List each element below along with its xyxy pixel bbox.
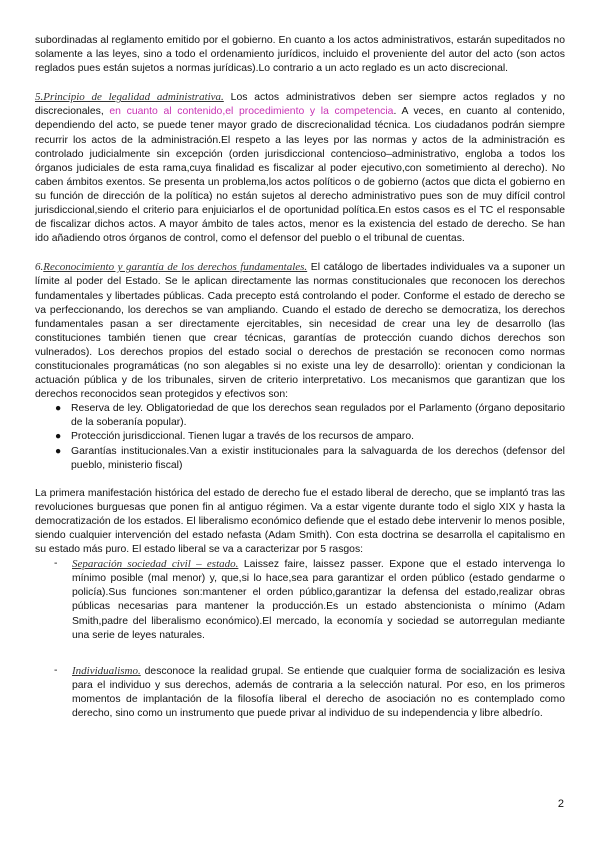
trait-heading: Individualismo. [72,664,141,677]
list-item-text: Reserva de ley. Obligatoriedad de que los derechos sean regulados por el Parlamento (órgano depositario de la soberanía popular). [71,403,565,429]
page-number: 2 [557,798,564,810]
guarantees-list [35,402,565,472]
section-5-text-b: . A veces, en cuanto al contenido, dependiendo del acto, se puede tener mayor grado de discrecionalidad técnica. Los ciudadanos podrán siempre recurrir los actos de la administración.El respeto a las leyes por las normas y actos de la administración es controlado judicialmente sin excepción (orden jurisdiccional contencioso–administrativo, engloba a todos los órganos judiciales de esta rama,cuya finalidad es fiscalizar al poder ejecutivo,con sometimiento al derecho). No caben ámbitos exentos. Se presenta un problema,los actos políticos o de gobierno (actos que dicta el gobierno en su función de dirección de la política) no están sujetos al derecho administrativo pues son de muy difícil control jurisdiccional,siendo el criterio para enjuiciarlos el de oportunidad política.En estos casos es el TC el responsable de fiscalizar dichos actos. A mayor ámbito de tales actos, menor es la existencia del estado de derecho. Se han ido añadiendo otros órganos de control, como el defensor del pueblo o el tribunal de cuentas. [35,106,565,245]
liberal-state-paragraph: La primera manifestación histórica del estado de derecho fue el estado liberal de derecho, que se implantó tras las revoluciones burguesas que ponen fin al antiguo régimen. Va a estar vigente durante todo el siglo XIX y hasta la democratización de los estados. El liberalismo económico defiende que el estado debe intervenir lo menos posible, siendo cualquier intervención del estado nefasta (Adam Smith). Con esta doctrina se desarrolla el capitalismo en su estado más puro. El estado liberal se va a caracterizar por 5 rasgos: [35,487,565,556]
section-5-text-a: Los actos administrativos deben ser siempre actos reglados y no discrecionales, [35,92,565,118]
trait-heading: Separación sociedad civil – estado. [72,558,239,571]
dash-icon: - [54,558,58,570]
bullet-icon: ● [55,431,62,443]
list-item [35,664,565,721]
list-item [35,445,565,473]
section-6-paragraph [35,260,565,402]
section-5-heading: 5.Principio de legalidad administrativa. [35,91,224,104]
trait-text: Laissez faire, laissez passer. Expone que el estado intervenga lo mínimo posible (mal menor) y, que,si lo hace,sea para garantizar el orden público (estado gendarme o policía).Sus funciones son:mantener el orden público,garantizar la defensa del estado,realizar obras públicas necesarias para mantener la producción.Es un estado abstencionista o mínimo (Adam Smith,padre del liberalismo económico).El mercado, la economía y sociedad se autorregulan mediante una serie de leyes naturales. [72,559,566,641]
bullet-icon: ● [55,445,62,457]
liberal-traits-list-continued [35,664,565,721]
section-6-heading: Reconocimiento y garantía de los derechos fundamentales. [43,261,308,274]
intro-paragraph: subordinadas al reglamento emitido por el gobierno. En cuanto a los actos administrativos, estarán supeditados no solamente a las leyes, sino a todo el ordenamiento jurídicos, incluido el proveniente del autor del acto (son actos reglados pues están sujetos a normas jurídicas).Lo contrario a un acto reglado es un acto discrecional. [35,35,565,75]
list-item [35,402,565,430]
section-5-paragraph [35,90,565,246]
trait-text: desconoce la realidad grupal. Se entiende que cualquier forma de socialización es lesiva para el individuo y sus derechos, además de contraria a la selección natural. Por eso, en los primeros momentos de implantación de la filosofía liberal el derecho de asociación no es contemplado como derecho, sino como un instrumento que puede privar al individuo de su independencia y libre albedrío. [72,665,565,720]
section-6-number: 6. [35,261,44,274]
section-5-highlight: en cuanto al contenido,el procedimiento y la competencia [109,106,394,118]
bullet-icon: ● [55,403,62,415]
list-item [35,430,565,444]
dash-icon: - [54,664,58,676]
list-item [35,557,565,643]
list-item-text: Protección jurisdiccional. Tienen lugar a través de los recursos de amparo. [71,431,415,443]
liberal-traits-list [35,557,565,643]
list-item-text: Garantías institucionales.Van a existir institucionales para la salvaguarda de los derechos (defensor del pueblo, ministerio fiscal) [71,445,565,471]
section-6-text: El catálogo de libertades individuales va a suponer un límite al poder del Estado. Se le aplican directamente las normas constitucionales que reconocen los derechos fundamentales y libertades públicas. Cada precepto está controlando el poder. Conforme el estado de derecho se va perfeccionando, los derechos se van ampliando. Cuando el estado de derecho se democratiza, los derechos fundamentales pasan a ser directamente ejercitables, sin necesidad de crear una ley de desarrollo (las constituciones también tienen que crear técnicas, garantías de protección cuando dichos derechos son vulnerados). Los derechos propios del estado social o derechos de prestación se reconocen como normas constitucionales programáticas (no son alegables si no existe una ley de desarrollo): orientan y condicionan la actuación pública y de los tribunales, sirven de criterio interpretativo. Los mecanismos que garantizan que los derechos reconocidos sean protegidos y efectivos son: [35,262,565,401]
document-page [35,34,565,721]
